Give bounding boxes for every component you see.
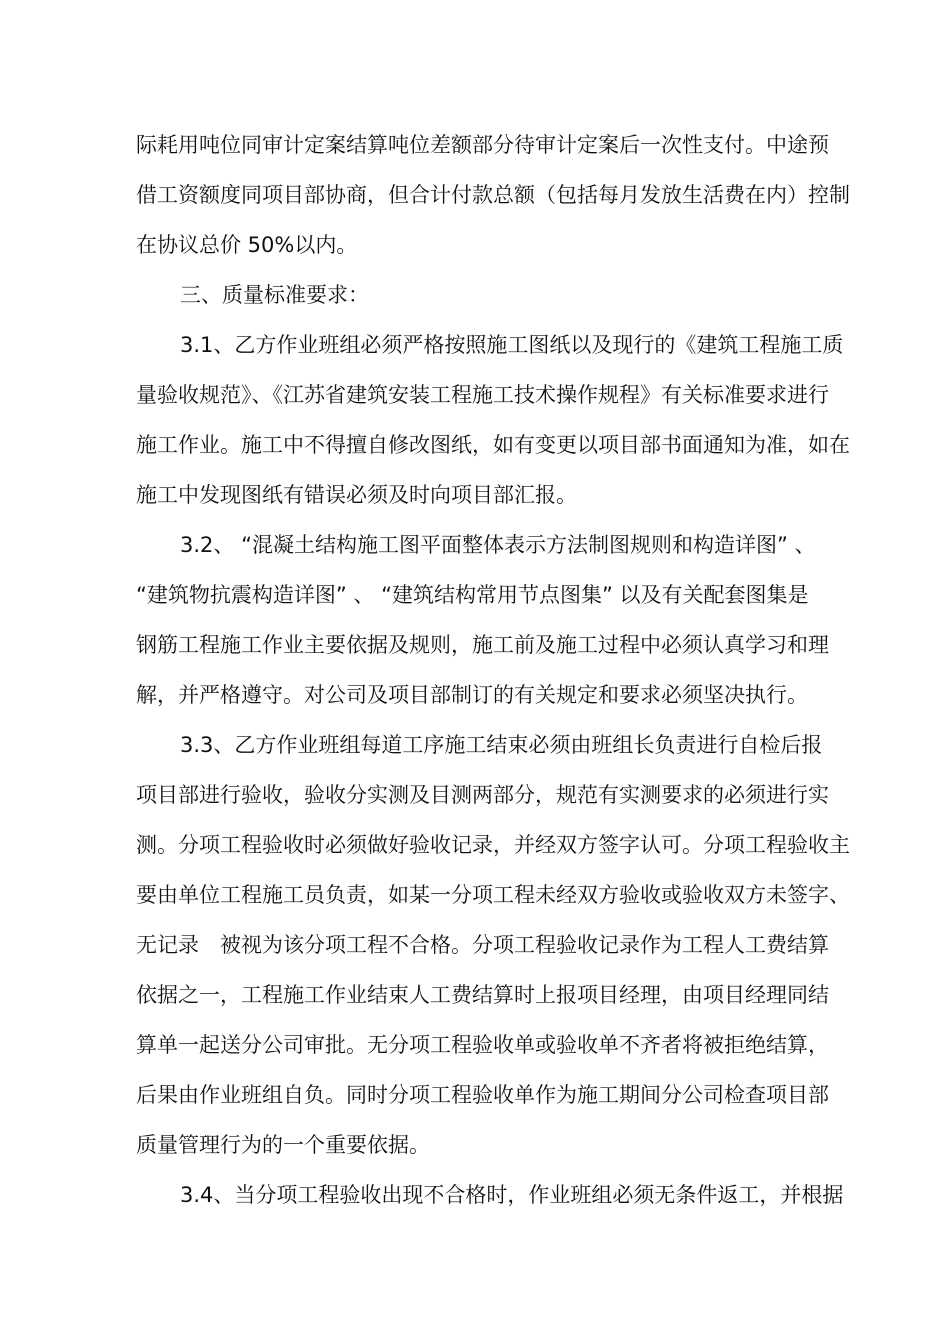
paragraph-line: 在协议总价 50%以内。: [136, 233, 358, 257]
paragraph-line: 项目部进行验收，验收分实测及目测两部分，规范有实测要求的必须进行实: [136, 783, 829, 807]
paragraph-line: 3.1、乙方作业班组必须严格按照施工图纸以及现行的《建筑工程施工质: [180, 333, 844, 357]
paragraph-line: 借工资额度同项目部协商，但合计付款总额（包括每月发放生活费在内）控制: [136, 183, 850, 207]
paragraph-line: 算单一起送分公司审批。无分项工程验收单或验收单不齐者将被拒绝结算，: [136, 1033, 829, 1057]
paragraph-line: 测。分项工程验收时必须做好验收记录，并经双方签字认可。分项工程验收主: [136, 833, 850, 857]
paragraph-line: 3.3、乙方作业班组每道工序施工结束必须由班组长负责进行自检后报: [180, 733, 823, 757]
paragraph-line: 施工中发现图纸有错误必须及时向项目部汇报。: [136, 483, 577, 507]
paragraph-line: 3.2、 “混凝土结构施工图平面整体表示方法制图规则和构造详图” 、: [180, 533, 816, 557]
paragraph-line: 后果由作业班组自负。同时分项工程验收单作为施工期间分公司检查项目部: [136, 1083, 829, 1107]
paragraph-line: 无记录 被视为该分项工程不合格。分项工程验收记录作为工程人工费结算: [136, 933, 829, 957]
paragraph-line: 钢筋工程施工作业主要依据及规则，施工前及施工过程中必须认真学习和理: [136, 633, 829, 657]
paragraph-line: 施工作业。施工中不得擅自修改图纸，如有变更以项目部书面通知为准，如在: [136, 433, 850, 457]
paragraph-line: 际耗用吨位同审计定案结算吨位差额部分待审计定案后一次性支付。中途预: [136, 133, 829, 157]
paragraph-line: 依据之一，工程施工作业结束人工费结算时上报项目经理，由项目经理同结: [136, 983, 829, 1007]
paragraph-line: 解，并严格遵守。对公司及项目部制订的有关规定和要求必须坚决执行。: [136, 683, 808, 707]
paragraph-line: 要由单位工程施工员负责，如某一分项工程未经双方验收或验收双方未签字、: [136, 883, 850, 907]
paragraph-line: “建筑物抗震构造详图” 、 “建筑结构常用节点图集” 以及有关配套图集是: [136, 583, 809, 607]
paragraph-line: 质量管理行为的一个重要依据。: [136, 1133, 430, 1157]
paragraph-line: 量验收规范》、《江苏省建筑安装工程施工技术操作规程》有关标准要求进行: [136, 383, 829, 407]
section-heading: 三、质量标准要求：: [180, 283, 369, 307]
paragraph-line: 3.4、当分项工程验收出现不合格时，作业班组必须无条件返工，并根据: [180, 1183, 844, 1207]
